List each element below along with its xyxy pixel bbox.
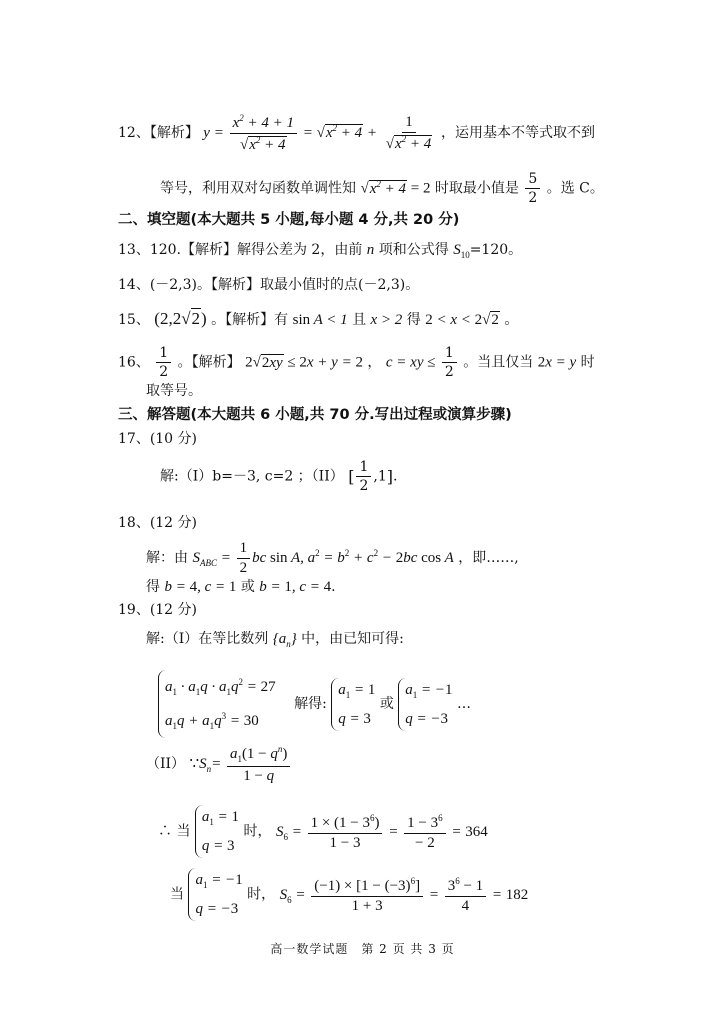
q12-comment: ，运用基本不等式取不到 [441,124,596,141]
q13: 13、120.【解析】解得公差为 2，由前 n 项和公式得 $S_{10}=120$。 [118,242,523,260]
system-original: $a_1 \cdot a_1q \cdot a_1q^2 = 27$ $a_1q + a_1q^3 = 30$ [158,670,276,738]
q15: 15、 (2,2√2) 。【解析】有 sin A < 1 且 x > 2 得 2 < x < 2√2 。 [118,309,519,328]
page-footer: 高一数学试题 第 2 页 共 3 页 [270,942,455,956]
q16: 16、 $\frac{1}{2}$ 。【解析】 2√2xy ≤ 2x + y = 2 ， c = xy ≤ $\frac{1}{2}$ 。当且仅当 2x = y 时 [118,345,595,380]
system-solution-1: $a_1 = 1$ q = 3 [331,678,375,731]
q19-part2: （II） $\because S_n=$ $\frac{a_1(1 - q^n)}{1 - q}$ [146,745,292,784]
q19-part1: 解:（I）在等比数列 $\{a_n\}$ 中，由已知可得: [146,631,404,649]
q14: 14、(－2,3)。【解析】取最小值时的点(－2,3)。 [118,277,420,293]
q16-line2: 取等号。 [146,383,202,399]
q12-line2: 等号，利用双对勾函数单调性知 $√x^2 + 4 = 2$ 时取最小值是 $\frac{5}{2}$ 。选 C。 [160,171,604,206]
q12-condition: $√x^2 + 4 = 2$ [360,178,431,197]
q18-head: 18、(12 分) [118,515,198,531]
section-3-heading: 三、解答题(本大题共 6 小题,共 70 分.写出过程或演算步骤) [118,407,512,423]
q12-line1 [118,114,595,153]
q19-head: 19、(12 分) [118,602,198,618]
q19-case2: 当 $a_1 = -1$ q = −3 时， $S_6$ = $\frac{(-1) \times [1 - (-3)^6]}{1 + 3}$ = $\frac{3^6 - 1}{4}$ = 182 [170,868,528,921]
q12-label: 12、【解析】 [118,124,199,141]
q18-line2: 得 b = 4, c = 1 或 b = 1, c = 4. [146,579,336,595]
q17-solution: 解:（I）b=－3, c=2 ；（II） [ $\frac{1}{2}$ ,1]. [160,459,398,494]
section-2-heading: 二、填空题(本大题共 5 小题,每小题 4 分,共 20 分) [118,212,460,228]
q18-line1: 解：由 $S_{ABC}$ = $\frac{1}{2}$ bc sin A, $a^2 = b^2 + c^2 - 2bc$ cos A ，即……, [146,540,519,576]
q17-head: 17、(10 分) [118,431,198,447]
system-solution-2: $a_1 = -1$ q = −3 [398,678,452,731]
q19-case1: ∴ 当 $a_1 = 1$ q = 3 时， $S_6$ = $\frac{1 \times (1 - 3^6)}{1 - 3}$ = $\frac{1 - 3^6}{- 2}$ = 364 [158,805,488,858]
q19-system: $a_1 \cdot a_1q \cdot a_1q^2 = 27$ $a_1q + a_1q^3 = 30$ 解得: $a_1 = 1$ q = 3 或 $a_1 = -1$ q = −3 … [158,670,471,738]
q12-min-value: $\frac{5}{2}$ [525,172,540,205]
q12-formula: y = $\frac{x^2 + 4 + 1}{√x^2 + 4}$ = $√x^2 + 4$ + $\frac{1}{√x^2 + 4}$ [203,113,432,153]
